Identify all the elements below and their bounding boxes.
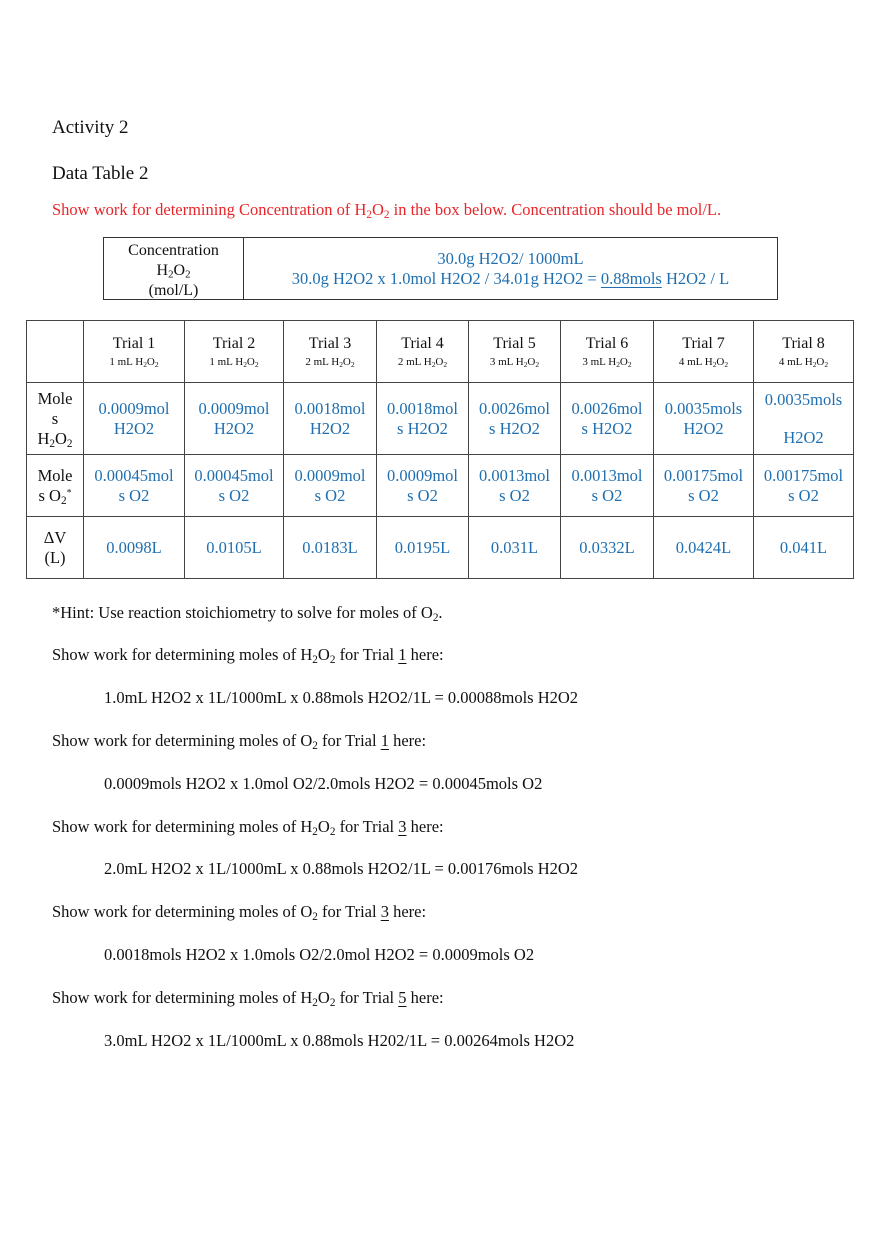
table-cell[interactable]: 0.031L (469, 517, 561, 579)
concentration-label: Concentration $H_2O_2$ (mol/L) (104, 238, 244, 299)
row-label-moles-h2o2: Mole s $H_2O_2$ (27, 383, 84, 455)
work-prompt: Show work for determining moles of $H_2O_2$ for Trial 1 here: (52, 645, 444, 666)
table-cell[interactable]: 0.0035mols H2O2 (654, 383, 754, 455)
table-title: Data Table 2 (52, 163, 149, 184)
table-cell[interactable]: 0.0009mol s O2 (284, 455, 377, 517)
moles-h2o2-row (27, 383, 854, 455)
table-cell[interactable]: 0.00175mol s O2 (754, 455, 854, 517)
table-cell[interactable]: 0.0009mol H2O2 (84, 383, 185, 455)
table-cell[interactable]: 0.0424L (654, 517, 754, 579)
work-prompt: Show work for determining moles of $H_2O_2$ for Trial 5 here: (52, 988, 444, 1009)
trial-header: Trial 5 3 mL $H_2O_2$ (469, 321, 561, 383)
concentration-work[interactable]: 30.0g H2O2/ 1000mL 30.0g H2O2 x 1.0mol H2O2 / 34.01g H2O2 = 0.88mols H2O2 / L (291, 249, 730, 288)
moles-o2-row (27, 455, 854, 517)
delta-v-row (27, 517, 854, 579)
trial-header: Trial 4 2 mL $H_2O_2$ (377, 321, 469, 383)
trial-header: Trial 8 4 mL $H_2O_2$ (754, 321, 854, 383)
row-label-moles-o2: Mole s $O_2^*$ (27, 455, 84, 517)
concentration-instruction: Show work for determining Concentration of $H_2O_2$ in the box below. Concentration should be mol/L. (52, 200, 722, 221)
table-cell[interactable]: 0.0195L (377, 517, 469, 579)
work-answer[interactable]: 0.0018mols H2O2 x 1.0mols O2/2.0mol H2O2 = 0.0009mols O2 (104, 945, 535, 964)
trial-header: Trial 7 4 mL $H_2O_2$ (654, 321, 754, 383)
concentration-box (103, 237, 778, 300)
trial-header: Trial 2 1 mL $H_2O_2$ (185, 321, 284, 383)
work-prompt: Show work for determining moles of $O_2$ for Trial 3 here: (52, 902, 427, 923)
table-cell[interactable]: 0.0013mol s O2 (561, 455, 654, 517)
trial-header: Trial 3 2 mL $H_2O_2$ (284, 321, 377, 383)
table-cell[interactable]: 0.0009mol H2O2 (185, 383, 284, 455)
table-cell[interactable]: 0.0098L (84, 517, 185, 579)
table-cell[interactable]: 0.0009mol s O2 (377, 455, 469, 517)
trial-header: Trial 6 3 mL $H_2O_2$ (561, 321, 654, 383)
work-prompt: Show work for determining moles of $H_2O_2$ for Trial 3 here: (52, 817, 444, 838)
table-cell[interactable]: 0.00045mol s O2 (185, 455, 284, 517)
hint-text: *Hint: Use reaction stoichiometry to solve for moles of $O_2$. (52, 603, 443, 624)
row-label-delta-v: ΔV (L) (27, 517, 84, 579)
table-cell[interactable]: 0.0332L (561, 517, 654, 579)
table-cell[interactable]: 0.0105L (185, 517, 284, 579)
table-cell[interactable]: 0.0026mol s H2O2 (561, 383, 654, 455)
table-cell[interactable]: 0.00045mol s O2 (84, 455, 185, 517)
work-answer[interactable]: 2.0mL H2O2 x 1L/1000mL x 0.88mols H2O2/1L = 0.00176mols H2O2 (104, 859, 579, 878)
trial-header: Trial 1 1 mL $H_2O_2$ (84, 321, 185, 383)
header-row (27, 321, 854, 383)
table-cell[interactable]: 0.0183L (284, 517, 377, 579)
table-cell[interactable]: 0.041L (754, 517, 854, 579)
table-cell[interactable]: 0.0018mol s H2O2 (377, 383, 469, 455)
table-cell[interactable]: 0.00175mol s O2 (654, 455, 754, 517)
data-table (26, 320, 854, 579)
table-cell[interactable]: 0.0018mol H2O2 (284, 383, 377, 455)
work-answer[interactable]: 1.0mL H2O2 x 1L/1000mL x 0.88mols H2O2/1L = 0.00088mols H2O2 (104, 688, 579, 707)
work-answer[interactable]: 0.0009mols H2O2 x 1.0mol O2/2.0mols H2O2 = 0.00045mols O2 (104, 774, 543, 793)
table-cell[interactable]: 0.0035mols H2O2 (754, 383, 854, 455)
corner-cell (27, 321, 84, 383)
work-answer[interactable]: 3.0mL H2O2 x 1L/1000mL x 0.88mols H202/1L = 0.00264mols H2O2 (104, 1031, 575, 1050)
activity-title: Activity 2 (52, 117, 129, 138)
table-cell[interactable]: 0.0013mol s O2 (469, 455, 561, 517)
work-prompt: Show work for determining moles of $O_2$ for Trial 1 here: (52, 731, 427, 752)
table-cell[interactable]: 0.0026mol s H2O2 (469, 383, 561, 455)
